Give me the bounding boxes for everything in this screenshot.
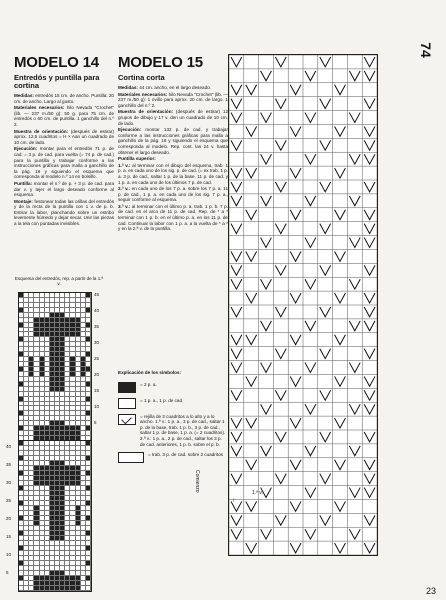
v-stitch-mark bbox=[231, 515, 242, 525]
model-15-paragraph bbox=[118, 186, 228, 203]
v-stitch-mark bbox=[305, 279, 316, 289]
v-stitch-mark bbox=[275, 182, 286, 192]
v-stitch-mark bbox=[290, 543, 301, 553]
v-stitch-mark bbox=[305, 363, 316, 373]
model-15-paragraph-label: Materiales necesarios: bbox=[118, 91, 168, 97]
v-stitch-mark bbox=[290, 85, 301, 95]
v-stitch-mark bbox=[231, 57, 242, 67]
v-stitch-mark bbox=[305, 488, 316, 498]
v-stitch-mark bbox=[320, 390, 331, 400]
v-stitch-mark bbox=[335, 460, 346, 470]
v-stitch-mark bbox=[231, 279, 242, 289]
model-15-paragraph-text: en cada uno de los 7 p. a. sobre los 7 p. a. 11 p. de cad., 1 p. a. en cada uno de los sig. 7 p. a., seguir conforme al esquema. bbox=[118, 186, 229, 203]
v-stitch-mark bbox=[231, 363, 242, 373]
model-15-paragraph-label: 2.ª v.: bbox=[118, 186, 131, 192]
y-tick-label: 30 bbox=[94, 340, 100, 345]
v-stitch-mark bbox=[231, 335, 242, 345]
v-stitch-mark bbox=[335, 293, 346, 303]
y-tick-label: 30 bbox=[6, 480, 12, 485]
v-stitch-mark bbox=[275, 265, 286, 275]
v-stitch-mark bbox=[335, 543, 346, 553]
start-row-label: 1.ª v. bbox=[252, 490, 263, 496]
v-stitch-mark bbox=[364, 182, 375, 192]
v-stitch-mark bbox=[335, 210, 346, 220]
v-stitch-mark bbox=[246, 85, 257, 95]
symbol-row bbox=[118, 452, 228, 463]
model-15-paragraph bbox=[118, 127, 228, 155]
v-stitch-mark bbox=[364, 488, 375, 498]
model-14-paragraph-label: Materiales necesarios: bbox=[14, 105, 65, 111]
model-14-paragraph-text: hilo Nevada "Crochet" (lib. — 237 m./50 g): 50 g. para 75 cm. de entredós o 60 cm. de puntilla. 1 ganchillo del n.º 2. bbox=[14, 105, 114, 127]
symbol-row bbox=[118, 414, 228, 448]
empty-square-icon bbox=[118, 398, 136, 409]
v-stitch-mark bbox=[290, 251, 301, 261]
v-stitch-mark bbox=[261, 196, 272, 206]
v-stitch-mark bbox=[364, 154, 375, 164]
v-stitch-mark bbox=[231, 182, 242, 192]
model-14-paragraph-text: (después de estirar) aprox. 12,5 cuadritos = H × Aan un cuadrado de 10 cm. de lado. bbox=[14, 128, 114, 145]
model-14-edging-chart bbox=[18, 440, 92, 592]
y-tick-label: 20 bbox=[94, 372, 100, 377]
v-stitch-mark bbox=[290, 460, 301, 470]
model-15-paragraph-label: 3.ª v.: bbox=[118, 203, 131, 209]
v-stitch-mark bbox=[335, 85, 346, 95]
v-stitch-mark bbox=[246, 168, 257, 178]
v-stitch-mark bbox=[275, 224, 286, 234]
v-stitch-mark bbox=[246, 210, 257, 220]
v-stitch-mark bbox=[305, 404, 316, 414]
v-stitch-mark bbox=[261, 363, 272, 373]
v-stitch-mark bbox=[246, 335, 257, 345]
v-stitch-mark bbox=[231, 99, 242, 109]
model-14-section bbox=[14, 54, 114, 228]
model-14-subtitle: Entredós y puntilla para cortina bbox=[14, 73, 100, 90]
model-15-paragraph-text: al terminar con el último p. a. trab. 1 p. b. 7 p. de cad. en el arco de 11 p. de cad. Rep. de * a * terminar con 1 p. b. en el último p. a. en los 11 p. de cad. Continuar la labor con 1 p. a. a la vuelta de * a * y en la 2.ª v. de la puntilla. bbox=[118, 203, 228, 232]
v-stitch-mark bbox=[364, 321, 375, 331]
y-tick-label: 25 bbox=[94, 356, 100, 361]
v-stitch-mark bbox=[305, 196, 316, 206]
v-stitch-mark bbox=[231, 446, 242, 456]
v-stitch-mark bbox=[290, 418, 301, 428]
v-stitch-mark bbox=[261, 154, 272, 164]
model-15-paragraph-label: Muestra de orientación: bbox=[118, 109, 174, 115]
v-stitch-mark bbox=[290, 168, 301, 178]
model-14-paragraph-label: Muestra de orientación: bbox=[14, 128, 69, 134]
wide-square-icon bbox=[118, 452, 144, 463]
model-14-paragraph bbox=[14, 181, 114, 198]
y-tick-label: 40 bbox=[94, 308, 100, 313]
symbol-description: = 1 p. a., 1 p. de cad. bbox=[140, 397, 184, 403]
y-tick-label: 40 bbox=[6, 444, 12, 449]
v-stitch-mark bbox=[275, 432, 286, 442]
model-14-paragraph bbox=[14, 105, 114, 127]
model-15-paragraph bbox=[118, 156, 228, 162]
v-stitch-mark bbox=[349, 71, 360, 81]
v-stitch-mark bbox=[305, 529, 316, 539]
y-tick-label: 25 bbox=[6, 498, 12, 503]
model-15-title: MODELO 15 bbox=[118, 54, 203, 71]
v-stitch-mark bbox=[231, 307, 242, 317]
v-stitch-mark bbox=[305, 238, 316, 248]
v-stitch-mark bbox=[320, 140, 331, 150]
model-14-paragraph bbox=[14, 129, 114, 146]
model-15-paragraph bbox=[118, 85, 228, 91]
v-stitch-mark bbox=[364, 238, 375, 248]
v-stitch-mark bbox=[335, 376, 346, 386]
v-stitch-mark bbox=[364, 71, 375, 81]
v-stitch-mark bbox=[364, 390, 375, 400]
v-stitch-mark bbox=[364, 404, 375, 414]
v-stitch-mark bbox=[320, 57, 331, 67]
v-stitch-mark bbox=[261, 529, 272, 539]
v-stitch-mark bbox=[246, 251, 257, 261]
model-14-paragraph-label: Medidas: bbox=[14, 93, 34, 98]
page-number-bottom: 23 bbox=[425, 586, 436, 596]
v-stitch-mark bbox=[246, 126, 257, 136]
v-stitch-mark bbox=[364, 99, 375, 109]
chart-1-caption: Esquema del entredós, rep. a partir de la 1.ª v. bbox=[14, 276, 104, 286]
v-stitch-mark bbox=[349, 488, 360, 498]
model-14-paragraph-text: entredós 15 cm. de ancho. Puntilla: 20 cm. de ancho. Largo al gusto. bbox=[14, 93, 114, 104]
v-stitch-mark bbox=[364, 515, 375, 525]
v-stitch-mark bbox=[320, 224, 331, 234]
model-15-paragraph-text: al terminar con el dibujo del esquema, trab. 1 p. a. en cada uno de los sig. p. de cad. (= ex trab. 1 p. a. 3 p. de cad., saltar 1 p. de la base. 11 p. de cad. y 1 p. a. en cada uno de los últimos 7 p. de cad. bbox=[118, 162, 229, 185]
v-stitch-mark bbox=[231, 390, 242, 400]
v-stitch-mark bbox=[349, 363, 360, 373]
v-stitch-mark bbox=[335, 418, 346, 428]
v-stitch-mark bbox=[335, 126, 346, 136]
model-15-paragraph-text: 44 cm. ancho, en el largo deseado. bbox=[137, 85, 211, 90]
symbols-legend bbox=[118, 370, 228, 468]
v-stitch-mark bbox=[275, 57, 286, 67]
page-number-top: 74 bbox=[418, 42, 435, 58]
v-stitch-mark bbox=[231, 418, 242, 428]
y-tick-label: 5 bbox=[6, 570, 9, 575]
y-tick-label: 15 bbox=[94, 388, 100, 393]
v-stitch-mark bbox=[231, 251, 242, 261]
start-vertical-label: Comienzo bbox=[194, 470, 200, 493]
v-stitch-mark bbox=[364, 57, 375, 67]
v-stitch-mark bbox=[320, 265, 331, 275]
v-stitch-mark bbox=[261, 446, 272, 456]
model-14-title: MODELO 14 bbox=[14, 54, 99, 71]
model-14-paragraph-label: Ejecución: bbox=[14, 146, 38, 152]
v-stitch-mark bbox=[246, 501, 257, 511]
model-14-paragraph bbox=[14, 199, 114, 227]
v-stitch-mark bbox=[335, 335, 346, 345]
v-stitch-mark bbox=[364, 432, 375, 442]
v-stitch-mark bbox=[275, 390, 286, 400]
v-stitch-mark bbox=[320, 307, 331, 317]
model-14-paragraph-label: Montaje: bbox=[14, 198, 33, 204]
model-14-paragraph bbox=[14, 146, 114, 180]
v-stitch-mark bbox=[364, 224, 375, 234]
v-stitch-mark bbox=[231, 140, 242, 150]
model-15-subtitle: Cortina corta bbox=[118, 73, 165, 82]
v-stitch-mark bbox=[261, 238, 272, 248]
v-stitch-mark bbox=[246, 418, 257, 428]
v-stitch-mark bbox=[349, 154, 360, 164]
v-stitch-mark bbox=[349, 279, 360, 289]
v-stitch-mark bbox=[349, 238, 360, 248]
model-15-paragraph-label: Ejecución: bbox=[118, 127, 142, 133]
v-stitch-mark bbox=[305, 321, 316, 331]
v-stitch-mark bbox=[320, 349, 331, 359]
model-15-paragraph-text: hilo Nevada "Crochet" (lib. — 237 m./50 g): 1 ovillo para aprox. 20 cm. de largo. 1 ganchillo del n.º 2. bbox=[118, 91, 229, 108]
v-square-icon bbox=[118, 414, 136, 425]
v-stitch-mark bbox=[305, 446, 316, 456]
v-stitch-mark bbox=[305, 154, 316, 164]
model-15-paragraph-label: Puntilla superior: bbox=[118, 156, 156, 162]
v-stitch-mark bbox=[335, 168, 346, 178]
y-tick-label: 10 bbox=[94, 404, 100, 409]
v-stitch-mark bbox=[231, 349, 242, 359]
y-tick-label: 5 bbox=[94, 420, 97, 425]
v-stitch-mark bbox=[349, 404, 360, 414]
v-stitch-mark bbox=[261, 113, 272, 123]
v-stitch-mark bbox=[261, 71, 272, 81]
v-stitch-mark bbox=[349, 446, 360, 456]
model-15-paragraph-label: 1.ª v.: bbox=[118, 162, 131, 168]
v-stitch-mark bbox=[364, 126, 375, 136]
v-stitch-mark bbox=[261, 279, 272, 289]
v-stitch-mark bbox=[349, 113, 360, 123]
v-stitch-mark bbox=[231, 85, 242, 95]
v-stitch-mark bbox=[364, 474, 375, 484]
v-stitch-mark bbox=[275, 349, 286, 359]
v-stitch-mark bbox=[364, 460, 375, 470]
model-15-curtain-chart bbox=[228, 54, 378, 556]
v-stitch-mark bbox=[290, 210, 301, 220]
v-stitch-mark bbox=[275, 515, 286, 525]
model-15-paragraph-text: montar 132 p. de cad. y trabajar conforme a las instrucciones gráficas para malla a ganchillo de la pág. 16 y siguiendo el esquema que corresponda al modelo. Rep. cont. las 24 v. hasta obtener el largo deseado. bbox=[118, 127, 228, 155]
v-stitch-mark bbox=[231, 168, 242, 178]
v-stitch-mark bbox=[246, 543, 257, 553]
v-stitch-mark bbox=[364, 349, 375, 359]
v-stitch-mark bbox=[320, 99, 331, 109]
v-stitch-mark bbox=[231, 196, 242, 206]
v-stitch-mark bbox=[320, 515, 331, 525]
model-15-paragraph-label: Medidas: bbox=[118, 85, 138, 90]
v-stitch-mark bbox=[231, 265, 242, 275]
model-14-paragraph-text: festonear todas las orillas del entredós y de la recta de la puntilla con 1 v. de p. b. Estirar la labor, planchando sobre un estribo levemente húmedo y dejar secar. Unir las piezas a la tela con puntadas invisibles. bbox=[14, 198, 114, 227]
y-tick-label: 20 bbox=[6, 516, 12, 521]
v-stitch-mark bbox=[320, 432, 331, 442]
symbol-description: = trab. 3 p. de cad. sobre 2 cuadritos bbox=[148, 452, 223, 458]
y-tick-label: 15 bbox=[6, 534, 12, 539]
v-stitch-mark bbox=[349, 321, 360, 331]
v-stitch-mark bbox=[335, 501, 346, 511]
v-stitch-mark bbox=[275, 474, 286, 484]
v-stitch-mark bbox=[320, 474, 331, 484]
v-stitch-mark bbox=[231, 529, 242, 539]
model-15-paragraph bbox=[118, 163, 228, 185]
symbol-row bbox=[118, 382, 228, 393]
v-stitch-mark bbox=[290, 293, 301, 303]
model-15-paragraph-text: (después de estirar) 12 grupos de dibujo y 17 v. den un cuadrado de 10 cm. de lado. bbox=[118, 109, 228, 126]
symbols-title: Explicación de los símbolos: bbox=[118, 370, 182, 375]
y-tick-label: 35 bbox=[6, 462, 12, 467]
v-stitch-mark bbox=[364, 543, 375, 553]
model-15-section bbox=[118, 54, 228, 233]
v-stitch-mark bbox=[349, 196, 360, 206]
model-15-paragraph bbox=[118, 204, 228, 232]
v-stitch-mark bbox=[290, 126, 301, 136]
model-14-paragraph-text: montar el n.º de p. + 3 p. de cad. para dar v. y tejer el largo deseado conforme al esquema. bbox=[14, 180, 114, 198]
v-stitch-mark bbox=[261, 404, 272, 414]
v-stitch-mark bbox=[231, 113, 242, 123]
y-tick-label: 35 bbox=[94, 324, 100, 329]
v-stitch-mark bbox=[364, 293, 375, 303]
v-stitch-mark bbox=[246, 460, 257, 470]
v-stitch-mark bbox=[231, 432, 242, 442]
symbol-description: = 2 p. a. bbox=[140, 381, 157, 387]
v-stitch-mark bbox=[246, 376, 257, 386]
model-14-instructions bbox=[14, 93, 114, 227]
model-14-insert-chart bbox=[18, 292, 92, 442]
v-stitch-mark bbox=[364, 307, 375, 317]
v-stitch-mark bbox=[275, 307, 286, 317]
model-14-paragraph-label: Puntilla: bbox=[14, 180, 33, 186]
filled-square-icon bbox=[118, 382, 136, 393]
v-stitch-mark bbox=[275, 99, 286, 109]
y-tick-label: 10 bbox=[6, 552, 12, 557]
v-stitch-mark bbox=[335, 251, 346, 261]
v-stitch-mark bbox=[261, 321, 272, 331]
v-stitch-mark bbox=[364, 265, 375, 275]
v-stitch-mark bbox=[275, 140, 286, 150]
v-stitch-mark bbox=[231, 224, 242, 234]
symbol-description: = rejilla de 2 cuadritos a lo alto y a lo ancho. 1.ª v.: 1 p. a., 3 p. de cad., saltar 1 p. de la base, trab. 1 p. b., 3 p. de cad., saltar 1 p. de base, 1 p. a. (= 2 cuadritos). 2.ª v.: 1 p. a., 2 p. de cad., saltar los 3 p. de cad. anteriores, 1 p. b. sobre el p. b. bbox=[140, 413, 226, 447]
v-stitch-mark bbox=[305, 71, 316, 81]
y-tick-label: 45 bbox=[94, 292, 100, 297]
model-15-paragraph bbox=[118, 92, 228, 109]
v-stitch-mark bbox=[290, 335, 301, 345]
curtain-chart-grid bbox=[229, 55, 377, 555]
symbol-row bbox=[118, 398, 228, 409]
v-stitch-mark bbox=[364, 376, 375, 386]
v-stitch-mark bbox=[364, 210, 375, 220]
model-15-instructions bbox=[118, 85, 228, 232]
v-stitch-mark bbox=[349, 529, 360, 539]
model-14-paragraph bbox=[14, 93, 114, 104]
v-stitch-mark bbox=[290, 376, 301, 386]
v-stitch-mark bbox=[290, 501, 301, 511]
v-stitch-mark bbox=[320, 182, 331, 192]
v-stitch-mark bbox=[246, 293, 257, 303]
v-stitch-mark bbox=[364, 140, 375, 150]
v-stitch-mark bbox=[305, 113, 316, 123]
model-15-paragraph bbox=[118, 109, 228, 126]
model-14-paragraph-text: montar para el entredós 71 p. de cad. = 3 p. de cad. para vuelta (= 74 p. de cad.) para la puntilla y trabajar conforme a las instrucciones gráficas para malla a ganchillo de la pág. 16 y siguiendo el esquema que corresponda al modelo n.º 14 en bolsillo. bbox=[14, 146, 114, 180]
start-arrow-icon: ↑ bbox=[232, 498, 235, 504]
v-stitch-mark bbox=[231, 474, 242, 484]
